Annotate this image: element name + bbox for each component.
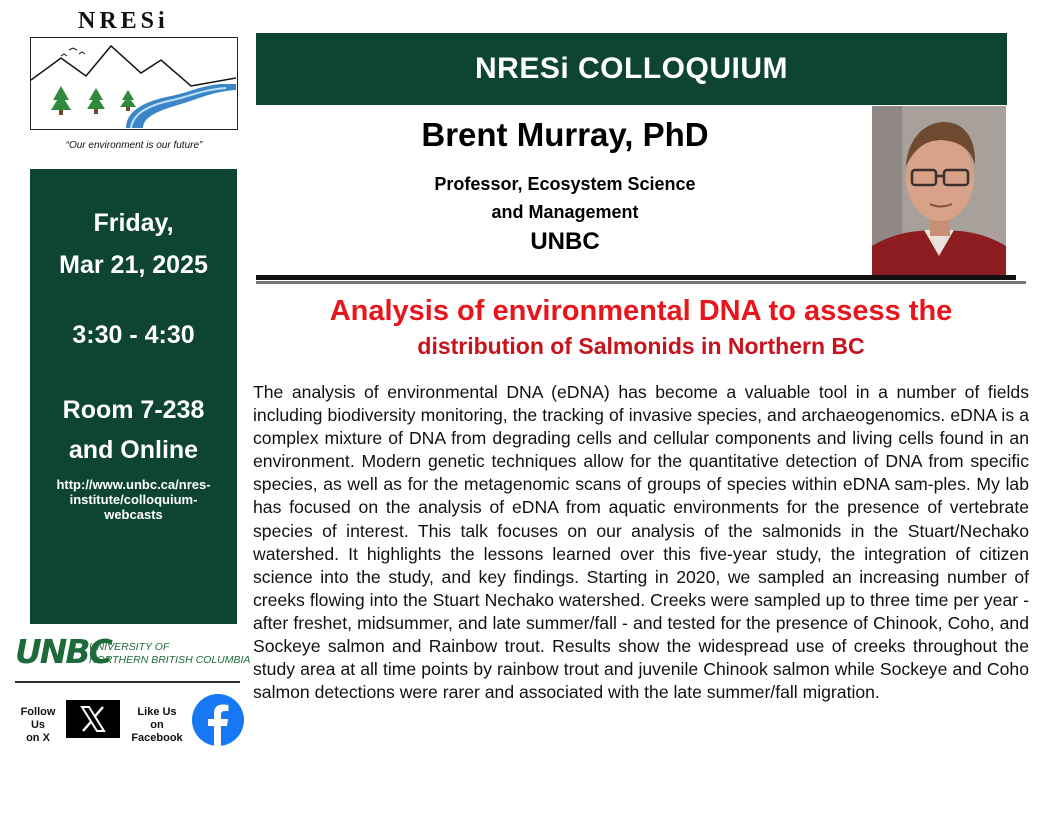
follow-x-label <box>12 706 64 745</box>
event-time: 3:30 - 4:30 <box>72 321 195 349</box>
x-logo-icon[interactable] <box>66 700 120 738</box>
banner-title: NRESi COLLOQUIUM <box>475 52 788 85</box>
like-label-line2: on <box>150 719 164 731</box>
speaker-title <box>330 170 800 226</box>
speaker-organization: UNBC <box>530 228 600 255</box>
header-banner <box>256 33 1007 105</box>
like-label-line1: Like Us <box>137 706 177 718</box>
webcast-link-line1[interactable]: http://www.unbc.ca/nres- <box>56 477 211 492</box>
event-online: and Online <box>68 436 199 464</box>
like-facebook-label <box>124 706 190 745</box>
webcast-link-line2[interactable]: institute/colloquium- <box>69 492 198 507</box>
speaker-photo <box>872 106 1006 275</box>
event-details-sidebar <box>30 169 237 624</box>
event-room: Room 7-238 <box>62 396 205 424</box>
follow-label-line2: Us <box>30 719 46 731</box>
mountains-trees-river-logo <box>31 38 236 128</box>
unbc-logo-line1: UNIVERSITY OF <box>89 641 170 653</box>
footer-divider <box>15 681 240 683</box>
nresi-logo-frame <box>30 37 238 130</box>
divider-shadow <box>256 281 1026 284</box>
speaker-title-line2: and Management <box>491 202 639 222</box>
unbc-logo-mark: UNBC <box>15 632 111 671</box>
talk-title-line2: distribution of Salmonids in Northern BC <box>417 333 865 359</box>
follow-label-line1: Follow <box>20 706 56 718</box>
facebook-icon[interactable] <box>191 693 245 747</box>
like-label-line3: Facebook <box>131 732 183 744</box>
tagline: “Our environment is our future” <box>65 140 203 151</box>
webcast-link-line3[interactable]: webcasts <box>104 507 163 522</box>
speaker-name: Brent Murray, PhD <box>421 116 709 153</box>
talk-title-line1: Analysis of environmental DNA to assess the <box>329 295 953 327</box>
event-date: Mar 21, 2025 <box>59 251 208 279</box>
unbc-logo-line2: NORTHERN BRITISH COLUMBIA <box>89 654 251 666</box>
event-day: Friday, <box>93 209 174 237</box>
webcast-link[interactable] <box>30 477 237 522</box>
nresi-logo-title: NRESi <box>78 8 169 34</box>
follow-label-line3: on X <box>26 732 50 744</box>
speaker-title-line1: Professor, Ecosystem Science <box>434 174 696 194</box>
divider-line <box>256 275 1016 280</box>
talk-abstract: The analysis of environmental DNA (eDNA) has become a valuable tool in a number of fields including biodiversity monitoring, the tracking of invasive species, and archaeogenomics. eDNA is a complex mixture of DNA from degrading cells and cellular components and living cells found in an environment. Modern genetic techniques allow for the quantitative detection of DNA from specific species, as well as for the metagenomic scans of groups of species within eDNA sam-ples. My lab has focused on the analysis of eDNA from aquatic environments for the presence of vertebrate species of interest. This talk focuses on our analysis of the salmonids in the Stuart/Nechako watershed. It highlights the lessons learned over this five-year study, the integration of citizen science into the study, and key findings. Starting in 2020, we sampled an increasing number of creeks flowing into the Stuart Nechako watershed. Creeks were sampled up to three time per year - after freshet, midsummer, and late summer/fall - and tested for the presence of Chinook, Coho, and Sockeye salmon and Rainbow trout. Results show the widespread use of creeks throughout the study area at all time points by rainbow trout and juvenile Chinook salmon while Sockeye and Coho salmon detections were rarer and associated with the late summer/fall migration. <box>253 382 1029 703</box>
